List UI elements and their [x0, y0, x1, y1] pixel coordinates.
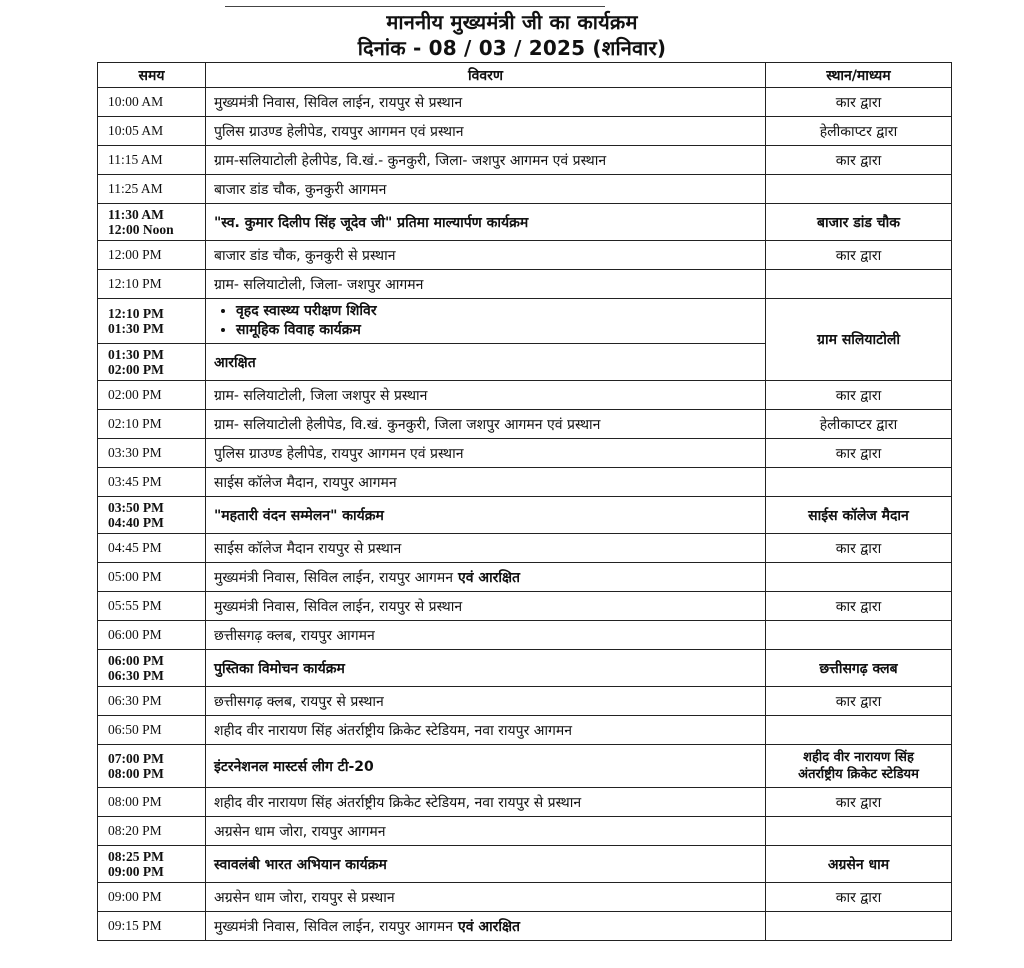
time-range-cell — [98, 846, 206, 883]
place-cell: हेलीकाप्टर द्वारा — [766, 410, 952, 439]
place-cell — [766, 716, 952, 745]
time-range-cell — [98, 497, 206, 534]
time-cell: 06:50 PM — [98, 716, 206, 745]
time-range-cell — [98, 745, 206, 788]
list-item: • सामूहिक विवाह कार्यक्रम — [236, 321, 757, 340]
time-cell: 03:30 PM — [98, 439, 206, 468]
table-row — [98, 204, 952, 241]
end-time: 09:00 PM — [108, 864, 164, 879]
description-cell: इंटरनेशनल मास्टर्स लीग टी-20 — [206, 745, 766, 788]
description-cell: बाजार डांड चौक, कुनकुरी से प्रस्थान — [206, 241, 766, 270]
time-cell: 06:00 PM — [98, 621, 206, 650]
start-time: 07:00 PM — [108, 751, 164, 766]
table-row — [98, 650, 952, 687]
time-range-cell — [98, 299, 206, 344]
end-time: 06:30 PM — [108, 668, 164, 683]
table-row — [98, 912, 952, 941]
table-row — [98, 146, 952, 175]
table-row — [98, 687, 952, 716]
place-cell: कार द्वारा — [766, 439, 952, 468]
description-cell: "महतारी वंदन सम्मेलन" कार्यक्रम — [206, 497, 766, 534]
table-row — [98, 270, 952, 299]
description-cell — [206, 563, 766, 592]
description-emphasis: एवं आरक्षित — [453, 569, 521, 586]
table-row — [98, 299, 952, 344]
table-header-row — [98, 63, 952, 88]
end-time: 01:30 PM — [108, 321, 164, 336]
schedule-table — [97, 62, 952, 941]
place-cell — [766, 621, 952, 650]
time-cell: 09:00 PM — [98, 883, 206, 912]
time-cell: 08:20 PM — [98, 817, 206, 846]
time-cell: 05:55 PM — [98, 592, 206, 621]
table-row — [98, 788, 952, 817]
description-cell: शहीद वीर नारायण सिंह अंतर्राष्ट्रीय क्रिकेट स्टेडियम, नवा रायपुर से प्रस्थान — [206, 788, 766, 817]
table-row — [98, 88, 952, 117]
description-cell: ग्राम- सलियाटोली, जिला- जशपुर आगमन — [206, 270, 766, 299]
place-cell: छत्तीसगढ़ क्लब — [766, 650, 952, 687]
time-cell: 08:00 PM — [98, 788, 206, 817]
column-header-time: समय — [98, 63, 206, 88]
place-cell: हेलीकाप्टर द्वारा — [766, 117, 952, 146]
place-cell — [766, 912, 952, 941]
description-cell: स्वावलंबी भारत अभियान कार्यक्रम — [206, 846, 766, 883]
time-range-cell — [98, 650, 206, 687]
description-emphasis: एवं आरक्षित — [453, 918, 521, 935]
time-cell: 06:30 PM — [98, 687, 206, 716]
table-row — [98, 716, 952, 745]
place-cell — [766, 745, 952, 788]
end-time: 04:40 PM — [108, 515, 164, 530]
program-bullet-list — [214, 302, 757, 340]
place-cell: बाजार डांड चौक — [766, 204, 952, 241]
table-row — [98, 817, 952, 846]
place-cell: कार द्वारा — [766, 241, 952, 270]
place-cell: कार द्वारा — [766, 687, 952, 716]
table-row — [98, 563, 952, 592]
place-cell: कार द्वारा — [766, 146, 952, 175]
place-cell: कार द्वारा — [766, 788, 952, 817]
place-cell: कार द्वारा — [766, 88, 952, 117]
table-row — [98, 883, 952, 912]
table-row — [98, 846, 952, 883]
place-cell — [766, 817, 952, 846]
end-time: 02:00 PM — [108, 362, 164, 377]
table-row — [98, 468, 952, 497]
end-time: 08:00 PM — [108, 766, 164, 781]
place-line-1: शहीद वीर नारायण सिंह — [803, 750, 914, 765]
time-cell: 02:10 PM — [98, 410, 206, 439]
description-cell: पुलिस ग्राउण्ड हेलीपेड, रायपुर आगमन एवं प्रस्थान — [206, 439, 766, 468]
time-cell: 11:15 AM — [98, 146, 206, 175]
table-row — [98, 439, 952, 468]
table-row — [98, 497, 952, 534]
table-row — [98, 241, 952, 270]
time-cell: 10:05 AM — [98, 117, 206, 146]
description-cell — [206, 299, 766, 344]
time-cell: 12:00 PM — [98, 241, 206, 270]
place-cell: ग्राम सलियाटोली — [766, 299, 952, 381]
table-row — [98, 117, 952, 146]
start-time: 06:00 PM — [108, 653, 164, 668]
start-time: 12:10 PM — [108, 306, 164, 321]
description-cell: छत्तीसगढ़ क्लब, रायपुर से प्रस्थान — [206, 687, 766, 716]
time-cell: 05:00 PM — [98, 563, 206, 592]
table-row — [98, 592, 952, 621]
description-cell: ग्राम- सलियाटोली, जिला जशपुर से प्रस्थान — [206, 381, 766, 410]
place-cell: अग्रसेन धाम — [766, 846, 952, 883]
time-cell: 04:45 PM — [98, 534, 206, 563]
description-cell: साईस कॉलेज मैदान, रायपुर आगमन — [206, 468, 766, 497]
description-cell: ग्राम-सलियाटोली हेलीपेड, वि.खं.- कुनकुरी, जिला- जशपुर आगमन एवं प्रस्थान — [206, 146, 766, 175]
table-row — [98, 534, 952, 563]
time-cell: 03:45 PM — [98, 468, 206, 497]
description-cell: ग्राम- सलियाटोली हेलीपेड, वि.खं. कुनकुरी, जिला जशपुर आगमन एवं प्रस्थान — [206, 410, 766, 439]
table-row — [98, 745, 952, 788]
place-cell — [766, 270, 952, 299]
description-cell: पुस्तिका विमोचन कार्यक्रम — [206, 650, 766, 687]
time-range-cell — [98, 344, 206, 381]
description-text: मुख्यमंत्री निवास, सिविल लाईन, रायपुर आगमन — [214, 569, 454, 586]
description-cell: "स्व. कुमार दिलीप सिंह जूदेव जी" प्रतिमा माल्यार्पण कार्यक्रम — [206, 204, 766, 241]
description-cell: मुख्यमंत्री निवास, सिविल लाईन, रायपुर से प्रस्थान — [206, 592, 766, 621]
start-time: 01:30 PM — [108, 347, 164, 362]
description-cell: अग्रसेन धाम जोरा, रायपुर से प्रस्थान — [206, 883, 766, 912]
column-header-description: विवरण — [206, 63, 766, 88]
cropped-header-line — [225, 0, 605, 7]
description-cell: छत्तीसगढ़ क्लब, रायपुर आगमन — [206, 621, 766, 650]
time-cell: 10:00 AM — [98, 88, 206, 117]
time-cell: 09:15 PM — [98, 912, 206, 941]
list-item: • वृहद स्वास्थ्य परीक्षण शिविर — [236, 302, 757, 321]
description-cell: बाजार डांड चौक, कुनकुरी आगमन — [206, 175, 766, 204]
column-header-place: स्थान/माध्यम — [766, 63, 952, 88]
table-row — [98, 621, 952, 650]
description-cell: अग्रसेन धाम जोरा, रायपुर आगमन — [206, 817, 766, 846]
description-cell — [206, 912, 766, 941]
description-cell: आरक्षित — [206, 344, 766, 381]
description-cell: मुख्यमंत्री निवास, सिविल लाईन, रायपुर से प्रस्थान — [206, 88, 766, 117]
place-cell — [766, 175, 952, 204]
place-cell: कार द्वारा — [766, 534, 952, 563]
place-cell — [766, 468, 952, 497]
place-cell: कार द्वारा — [766, 381, 952, 410]
table-row — [98, 175, 952, 204]
time-cell: 11:25 AM — [98, 175, 206, 204]
date-line: दिनांक - 08 / 03 / 2025 (शनिवार) — [357, 36, 667, 60]
time-cell: 02:00 PM — [98, 381, 206, 410]
page-title: माननीय मुख्यमंत्री जी का कार्यक्रम — [386, 10, 638, 34]
description-text: मुख्यमंत्री निवास, सिविल लाईन, रायपुर आगमन — [214, 918, 454, 935]
start-time: 11:30 AM — [108, 207, 164, 222]
end-time: 12:00 Noon — [108, 222, 174, 237]
place-cell: कार द्वारा — [766, 883, 952, 912]
time-range-cell — [98, 204, 206, 241]
place-cell — [766, 563, 952, 592]
place-line-2: अंतर्राष्ट्रीय क्रिकेट स्टेडियम — [798, 767, 919, 782]
description-cell: पुलिस ग्राउण्ड हेलीपेड, रायपुर आगमन एवं प्रस्थान — [206, 117, 766, 146]
start-time: 08:25 PM — [108, 849, 164, 864]
table-row — [98, 410, 952, 439]
table-row — [98, 381, 952, 410]
place-cell: साईस कॉलेज मैदान — [766, 497, 952, 534]
start-time: 03:50 PM — [108, 500, 164, 515]
description-cell: साईस कॉलेज मैदान रायपुर से प्रस्थान — [206, 534, 766, 563]
time-cell: 12:10 PM — [98, 270, 206, 299]
place-cell: कार द्वारा — [766, 592, 952, 621]
description-cell: शहीद वीर नारायण सिंह अंतर्राष्ट्रीय क्रिकेट स्टेडियम, नवा रायपुर आगमन — [206, 716, 766, 745]
